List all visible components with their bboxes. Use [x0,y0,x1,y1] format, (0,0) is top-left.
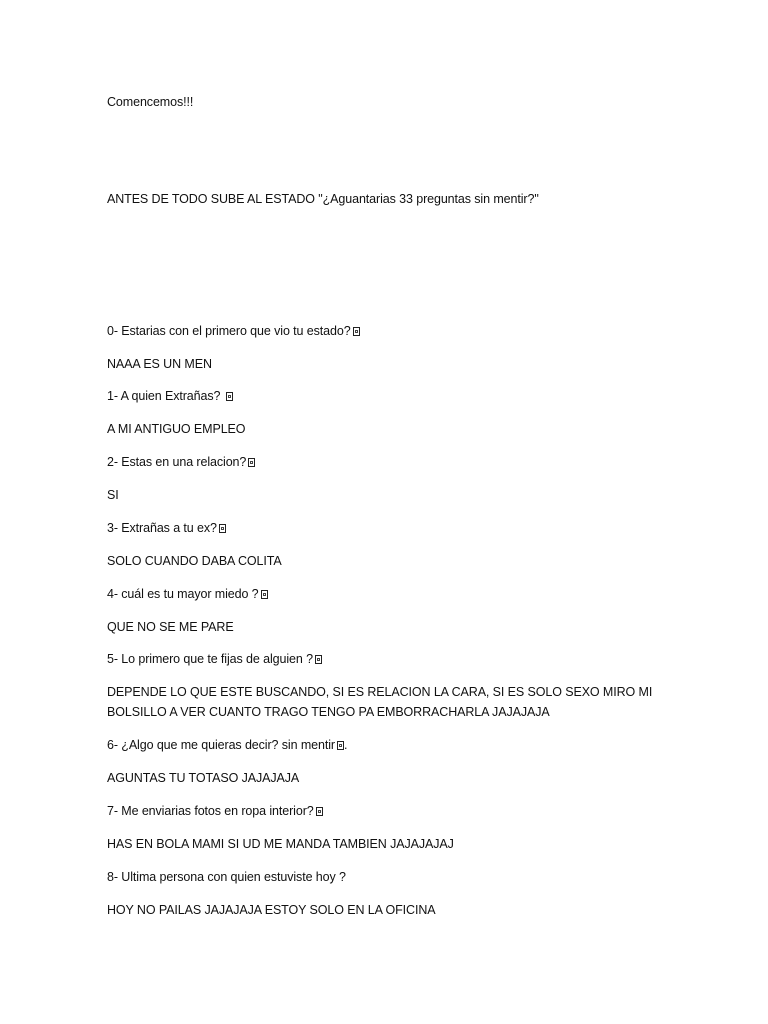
missing-glyph-icon [261,590,268,599]
answer-4: QUE NO SE ME PARE [107,620,234,634]
question-0-text: 0- Estarias con el primero que vio tu estado? [107,324,351,338]
question-2 [107,452,255,472]
question-5-text: 5- Lo primero que te fijas de alguien ? [107,652,313,666]
question-7-text: 7- Me enviarias fotos en ropa interior? [107,804,314,818]
intro-text: Comencemos!!! [107,95,194,109]
answer-5: DEPENDE LO QUE ESTE BUSCANDO, SI ES RELACION LA CARA, SI ES SOLO SEXO MIRO MI BOLSILLO A VER CUANTO TRAGO TENGO PA EMBORRACHARLA JAJAJAJA [107,685,653,719]
question-6-suffix: . [343,738,348,752]
question-6-text: 6- ¿Algo que me quieras decir? sin mentir [107,738,335,752]
answer-1: A MI ANTIGUO EMPLEO [107,422,246,436]
question-2-text: 2- Estas en una relacion? [107,455,247,469]
question-3 [107,518,226,538]
question-4 [107,584,268,604]
question-3-text: 3- Extrañas a tu ex? [107,521,217,535]
missing-glyph-icon [353,327,360,336]
question-6 [107,735,347,755]
question-4-text: 4- cuál es tu mayor miedo ? [107,587,259,601]
answer-7: HAS EN BOLA MAMI SI UD ME MANDA TAMBIEN JAJAJAJAJ [107,837,454,851]
instruction-text: ANTES DE TODO SUBE AL ESTADO "¿Aguantarias 33 preguntas sin mentir?" [107,192,539,206]
question-5 [107,649,322,669]
missing-glyph-icon [219,524,226,533]
missing-glyph-icon [226,392,233,401]
missing-glyph-icon [248,458,255,467]
answer-3: SOLO CUANDO DABA COLITA [107,554,282,568]
missing-glyph-icon [315,655,322,664]
question-7 [107,801,323,821]
missing-glyph-icon [337,741,344,750]
missing-glyph-icon [316,807,323,816]
answer-6: AGUNTAS TU TOTASO JAJAJAJA [107,771,300,785]
answer-0: NAAA ES UN MEN [107,357,212,371]
answer-2: SI [107,488,119,502]
question-1 [107,386,233,406]
question-1-text: 1- A quien Extrañas? [107,389,221,403]
question-0 [107,321,360,341]
question-8: 8- Ultima persona con quien estuviste hoy ? [107,870,346,884]
answer-8: HOY NO PAILAS JAJAJAJA ESTOY SOLO EN LA OFICINA [107,903,436,917]
